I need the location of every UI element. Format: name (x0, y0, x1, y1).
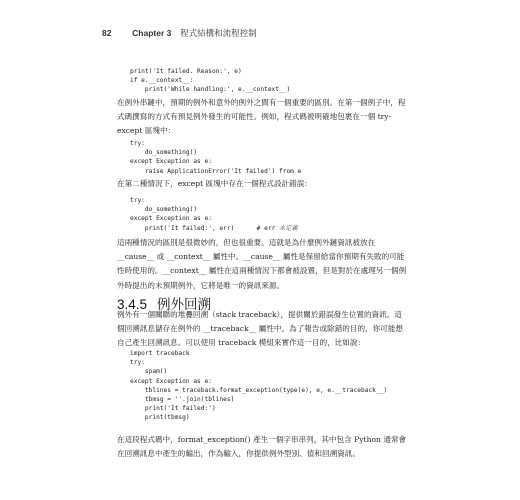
code-line: print('It failed:', err) (130, 224, 235, 232)
code-block-4 (130, 349, 387, 423)
code-block-3 (130, 196, 298, 233)
code-line: try: (130, 359, 145, 367)
code-line: print('It failed:') (130, 405, 216, 413)
code-line: do_something() (130, 149, 198, 157)
code-line: print(tbmsg) (130, 414, 190, 422)
paragraph-5: 在這段程式碼中，format_exception() 產生一個字串串列，其中包含 Python 通常會在回溯訊息中產生的輸出，作為輸入，你提供例外型別、值和回溯資訊。 (117, 435, 407, 459)
code-comment: # err (234, 224, 280, 232)
code-block-1 (130, 67, 290, 95)
paragraph-1: 在例外串鏈中，預期的例外和意外的例外之間有一個重要的區別。在第一個例子中，程式碼撰寫的方式有預見例外發生的可能性。例如，程式碼被明確地包裹在一個 try-except 區塊中： (117, 98, 406, 136)
chapter-label: Chapter 3 (132, 28, 172, 38)
page-number: 82 (102, 28, 112, 38)
code-line: except Exception as e: (130, 215, 212, 223)
section-number: 3.4.5 (117, 297, 148, 312)
code-line: print('It failed. Reason:', e) (130, 68, 242, 75)
paragraph-2: 在第二種情況下，except 區塊中存在一個程式設計錯誤： (117, 179, 312, 188)
code-line: if e.__context__: (130, 77, 194, 85)
code-line: raise ApplicationError('It failed') from e (130, 167, 302, 175)
chapter-title: 程式結構和流程控制 (180, 29, 257, 39)
code-comment-text: 未定義 (279, 224, 298, 232)
code-line: try: (130, 197, 145, 204)
code-line: except Exception as e: (130, 158, 212, 166)
code-line: import traceback (130, 350, 190, 357)
code-line: spam() (130, 368, 168, 376)
code-block-2 (130, 139, 301, 176)
section-title: 例外回溯 (157, 297, 212, 312)
code-line: tblines = traceback.format_exception(type(e), e, e.__traceback__) (130, 386, 388, 394)
code-line: except Exception as e: (130, 377, 212, 385)
code-line: try: (130, 140, 145, 147)
code-line: tbmsg = ''.join(tblines) (130, 396, 235, 404)
running-header (102, 27, 257, 39)
code-line: do_something() (130, 206, 198, 214)
paragraph-3: 這兩種情況的區別是很微妙的，但也很重要。這就是為什麼例外鏈資訊被放在 __cause__ 或 __context__ 屬性中。__cause__ 屬性是保留給當你預期有失敗的可能性時使用的。__context__ 屬性在這兩種情況下都會被設置，但是對於在處理另一個例外時提出的未預期例外，它將是唯一的資訊來源。 (117, 238, 407, 290)
paragraph-4: 例外有一個關聯的堆疊回溯（stack traceback），提供關於錯誤發生位置的資訊。這個回溯訊息儲存在例外的 __traceback__ 屬性中。為了報告或除錯的目的，你可能想自己產生回溯訊息。可以使用 traceback 模組來實作這一目的，比如說： (117, 310, 404, 348)
code-line: print('While handling:', e.__context__) (130, 86, 291, 94)
